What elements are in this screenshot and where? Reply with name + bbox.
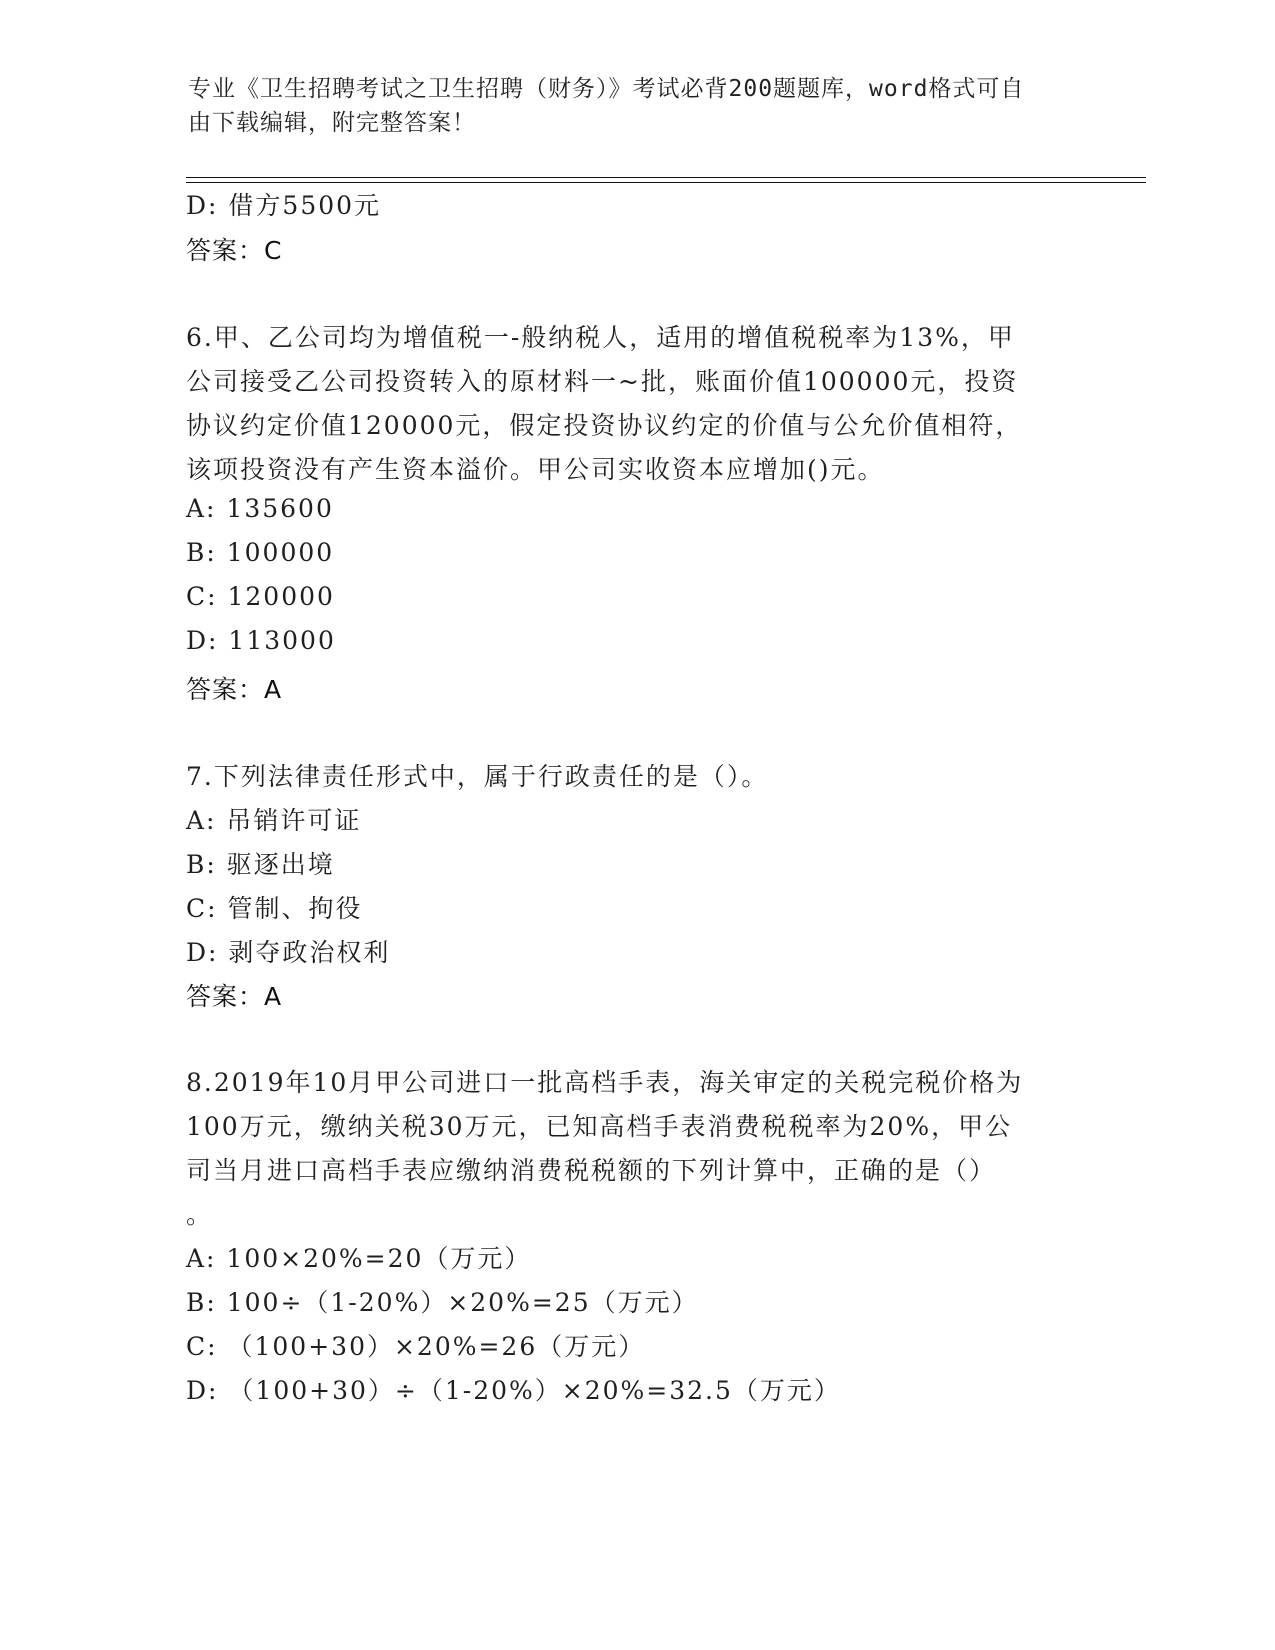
question-8-stem-line: 100万元，缴纳关税30万元，已知高档手表消费税税率为20%，甲公 (186, 1112, 1013, 1141)
header-line-2: 由下载编辑，附完整答案！ (188, 110, 476, 136)
question-6-stem-line: 公司接受乙公司投资转入的原材料一~批，账面价值100000元，投资 (186, 367, 1019, 396)
answer-label: 答案：C (186, 236, 283, 265)
question-8-option-d: D: （100+30）÷（1-20%）×20%=32.5（万元） (186, 1376, 841, 1405)
question-8-option-b: B: 100÷（1-20%）×20%=25（万元） (186, 1288, 699, 1317)
question-6-stem-line: 协议约定价值120000元，假定投资协议约定的价值与公允价值相符， (186, 411, 1023, 440)
question-8-stem-line: 司当月进口高档手表应缴纳消费税税额的下列计算中，正确的是（） (186, 1156, 997, 1185)
question-7-answer: 答案：A (186, 982, 283, 1011)
question-8-option-a: A: 100×20%=20（万元） (186, 1244, 532, 1273)
question-8-stem-line: 8.2019年10月甲公司进口一批高档手表，海关审定的关税完税价格为 (186, 1068, 1024, 1097)
question-6-stem-line: 6.甲、乙公司均为增值税一-般纳税人，适用的增值税税率为13%，甲 (186, 323, 1015, 352)
question-6-option-b: B: 100000 (186, 538, 335, 567)
question-7-stem-line: 7.下列法律责任形式中，属于行政责任的是（）。 (186, 762, 769, 791)
document-header (188, 72, 1088, 140)
question-6-option-a: A: 135600 (186, 494, 334, 523)
header-line-1: 专业《卫生招聘考试之卫生招聘（财务）》考试必背200题题库，word格式可自 (188, 76, 1025, 102)
question-6-option-c: C: 120000 (186, 582, 335, 611)
question-7-option-d: D: 剥夺政治权利 (186, 938, 391, 967)
question-6-answer: 答案：A (186, 675, 283, 704)
question-6-stem-line: 该项投资没有产生资本溢价。甲公司实收资本应增加()元。 (186, 455, 885, 484)
header-divider-top (186, 177, 1146, 178)
question-8-option-c: C: （100+30）×20%=26（万元） (186, 1332, 646, 1361)
question-7-option-c: C: 管制、拘役 (186, 894, 363, 923)
option-d: D: 借方5500元 (186, 191, 382, 220)
question-7-option-b: B: 驱逐出境 (186, 850, 335, 879)
header-divider-bottom (186, 182, 1146, 183)
question-6-option-d: D: 113000 (186, 626, 336, 655)
question-8-stem-line: 。 (186, 1200, 214, 1229)
question-7-option-a: A: 吊销许可证 (186, 806, 362, 835)
